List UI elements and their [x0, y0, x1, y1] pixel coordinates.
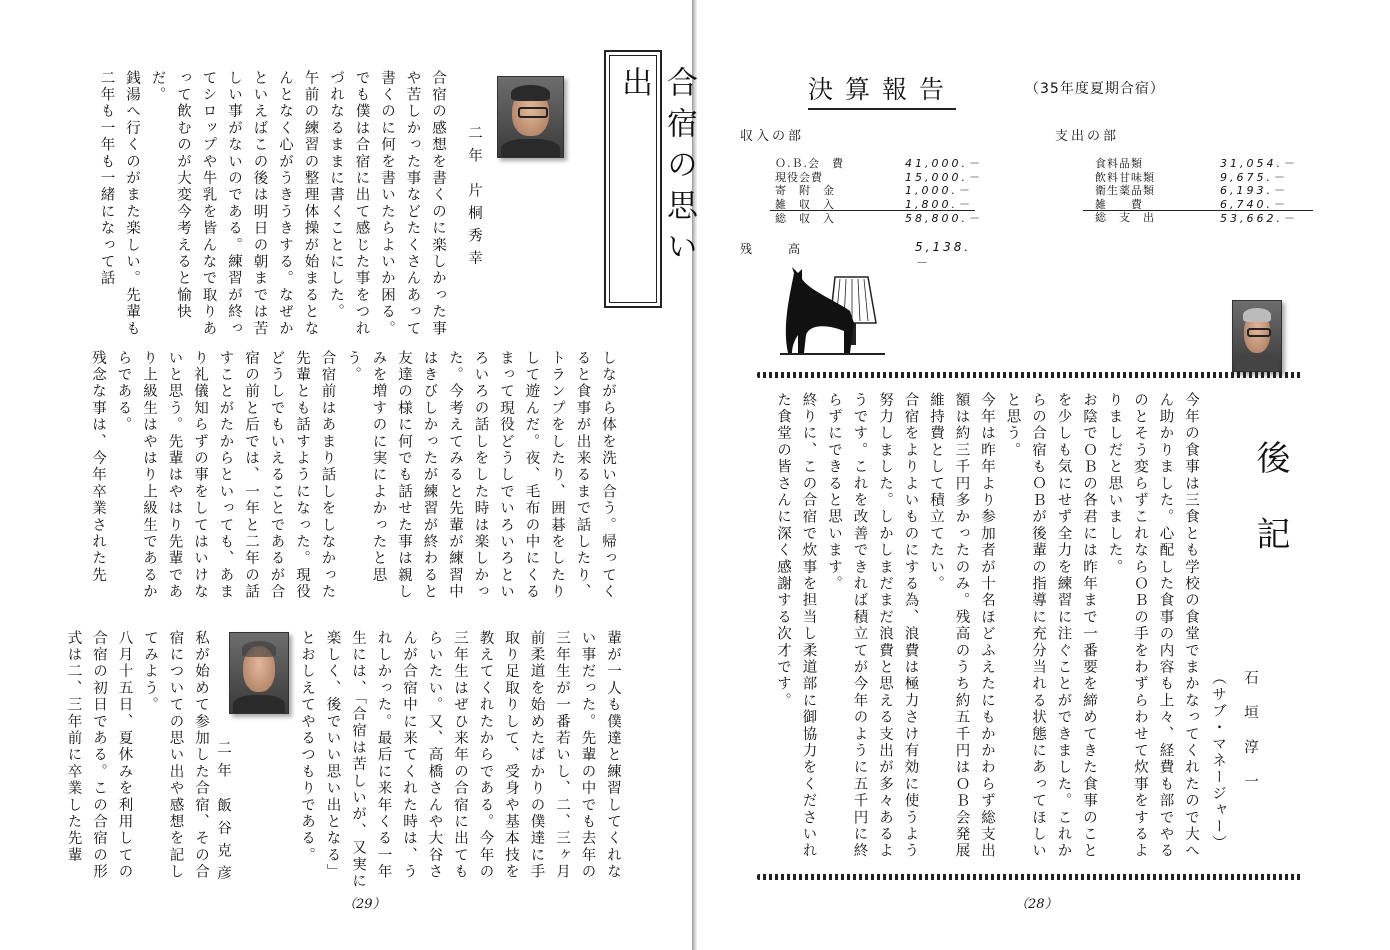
expense-amount: 6,193.－ — [1220, 184, 1287, 197]
author-photo-ishigaki — [1232, 300, 1282, 372]
expense-total-amount: 53,662.－ — [1220, 212, 1297, 225]
atogaki-byline: 石垣淳一 — [1242, 670, 1258, 808]
article1-continued-text: 輩が一人も僕達と練習してくれない事だった。先輩の中でも去年の三年生が一番若いし、二、三ヶ月前柔道を始めたばかりの僕達に手取り足取りして、受身や基本技を教えてくれたからである。今年の三年生はぜひ来年の合宿に出てもらいたい。又、高橋さんや大谷さんが合宿中に来てくれた時は、うれしかった。最后に来年くる一年生には、「合宿は苦しいが、又実に楽しく、後でいい思い出となる」とおしえてやるつもりである。 — [299, 630, 621, 890]
balance-row — [740, 240, 972, 270]
expense-total-label: 総 支 出 — [1095, 211, 1155, 224]
income-row — [775, 182, 985, 196]
page-number-right: （28） — [1015, 897, 1058, 912]
expense-heading: 支出の部 — [1055, 129, 1120, 144]
report-title: 決算報告 — [808, 70, 956, 110]
expense-label: 食料品類 — [1095, 157, 1143, 170]
atogaki-text: 今年の食事は三食とも学校の食堂でまかなってくれたので大へん助かりました。心配した食事の内容も上々、経費も部でやるのとそう変らずこれならＯＢの手をわずらわせて炊事をするよりましだと思いました。 お陰でＯＢの各君には昨年まで一番要を締めてきた食事のことを少しも気にせず全力を練習に注ぐことができました。これからの合宿もＯＢが後輩の指導に充分当れる状態にあってほしいと思う。 今年は昨年より参加者が十名ほどふえたにもかかわらず総支出額は約三千円多かったのみ。残高のうち約五千円はＯＢ会発展維持費として積立てたい。 合宿をよりよいものにする為、浪費は極力さけ有効に使うよう努力しました。しかしまだまだ浪費と思える支出が多々あるようです。これを改善できれば積立てが今年のように五千円に終らずにできると思います。 終りに、この合宿で炊事を担当し柔道部に御協力をくださいれた食堂の皆さんに深く感謝する次才です。 — [775, 392, 1199, 860]
income-row — [775, 196, 985, 210]
income-label: Ｏ.Ｂ.会 費 — [775, 157, 844, 170]
balance-amount: 5,138.－ — [915, 240, 972, 270]
income-total-label: 総 収 入 — [775, 212, 835, 225]
author-photo-iiya — [229, 632, 289, 714]
expense-row — [1095, 169, 1305, 183]
income-table — [775, 155, 985, 224]
expense-total-row — [1095, 209, 1305, 223]
income-label: 現役会費 — [775, 170, 823, 184]
income-amount: 41,000.－ — [905, 157, 982, 170]
atogaki-title: 後記 — [1250, 440, 1290, 592]
cat-lamp-illustration — [780, 265, 890, 360]
income-total-row — [775, 210, 985, 224]
article-title: 合宿の思い出 — [616, 66, 697, 271]
expense-table — [1095, 155, 1305, 223]
expense-label: 衛生薬品類 — [1095, 184, 1155, 197]
wavy-rule-bottom — [757, 874, 1302, 880]
income-amount: 1,000.－ — [905, 184, 972, 197]
byline-iiya: 二年 飯谷克彦 — [215, 740, 231, 888]
wavy-rule-top — [757, 372, 1302, 378]
report-subtitle: （35年度夏期合宿） — [1025, 81, 1165, 97]
byline-katagiri: 二年 片桐秀幸 — [466, 125, 482, 273]
income-label: 寄 附 金 — [775, 184, 835, 197]
author-photo-katagiri — [497, 76, 564, 158]
expense-row — [1095, 155, 1305, 169]
expense-amount: 9,675.－ — [1220, 170, 1287, 184]
expense-label: 雑 費 — [1095, 197, 1143, 211]
expense-amount: 6,740.－ — [1220, 197, 1287, 211]
expense-row — [1095, 196, 1305, 210]
expense-amount: 31,054.－ — [1220, 157, 1297, 170]
income-label: 雑 収 入 — [775, 197, 835, 211]
income-row — [775, 155, 985, 169]
income-amount: 15,000.－ — [905, 170, 982, 184]
article1-bottom-text: しながら体を洗い合う。帰ってくると食事が出来るまで話したり、トランプをしたり、囲碁をしたりして遊んだ。夜、毛布の中にくるまって現役どうしでいろいろといろいろの話しをした時は楽しかった。今考えてみると先輩が練習中はきびしかったが練習が終わると友達の様に何でも話せた事は親しみを増すのに実によかったと思う。 合宿前はあまり話しをしなかった先輩とも話すようになった。現役どうしでもいえることであるが合宿の前と后では、一年と二年の話すことがたからといっても、あまり礼儀知らずの事をしてはいけないと思う。先輩はやはり先輩であり上級生はやはり上級生であるからである。 残念な事は、今年卒業された先 — [90, 350, 616, 601]
income-row — [775, 169, 985, 183]
expense-row — [1095, 182, 1305, 196]
article1-top-text: 合宿の感想を書くのに楽しかった事や苦しかった事などたくさんあって書くのに何を書いたらよいか困る。でも僕は合宿に出て感じた事をつれづれなるままに書くことにした。 午前の練習の整理体操が始まるとなんとなく心がうきうきする。なぜかといえばこの後は明日の朝までは苦しい事がないのである。練習が終ってシロップや牛乳を皆んなで取りあって飲むのが大変今考えると愉快だ。 銭湯へ行くのがまた楽しい。先輩も二年も一年も一緒になって話 — [98, 70, 446, 338]
balance-label: 残 高 — [740, 242, 805, 256]
expense-label: 飲料甘味類 — [1095, 170, 1155, 184]
article2-text: 私が始めて参加した合宿、その合宿についての思い出や感想を記してみよう。 八月十五日、夏休みを利用しての合宿の初日である。この合宿の形式は二、三年前に卒業した先輩 — [65, 630, 209, 881]
income-heading: 収入の部 — [740, 129, 805, 144]
article-title-box — [604, 50, 697, 308]
income-total-amount: 58,800.－ — [905, 212, 982, 225]
atogaki-role: （サブ・マネージャー） — [1210, 670, 1226, 852]
income-amount: 1,800.－ — [905, 197, 972, 211]
page-number-left: （29） — [343, 897, 386, 912]
